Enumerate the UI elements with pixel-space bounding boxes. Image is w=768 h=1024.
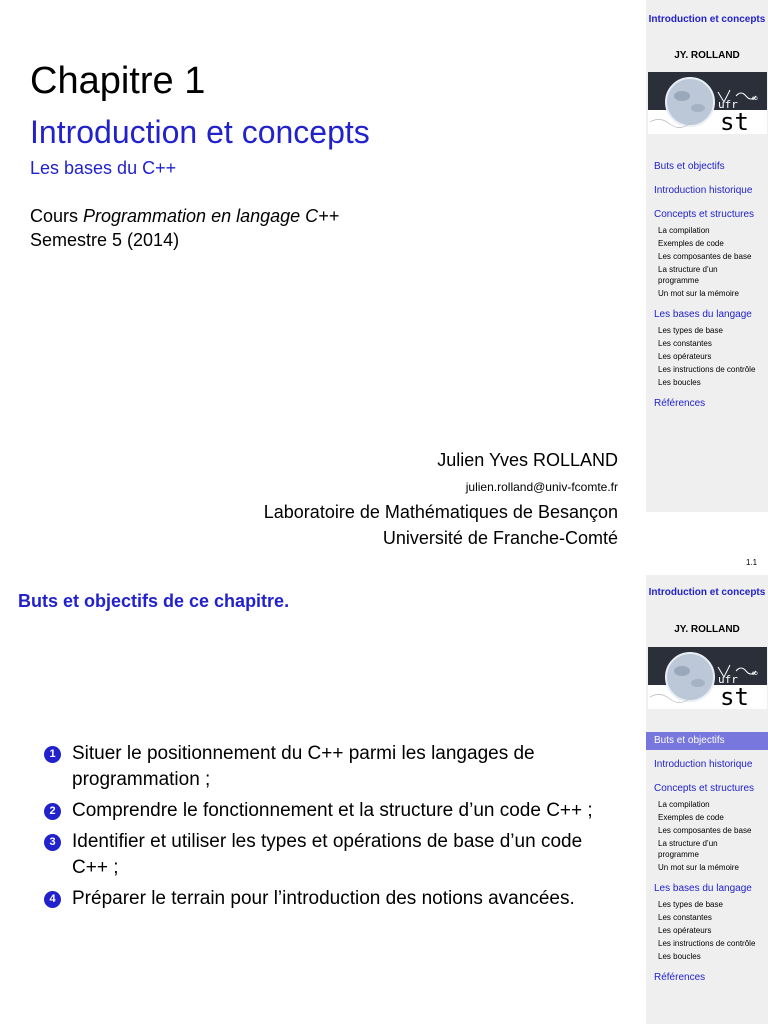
author-name: Julien Yves ROLLAND [437, 450, 618, 470]
sidebar-nav [646, 732, 768, 987]
goal-text: Comprendre le fonctionnement et la structure d’un code C++ ; [72, 800, 593, 821]
objectives-slide [0, 575, 768, 1024]
list-item [44, 886, 604, 912]
nav-sub-compilation[interactable]: La compilation [658, 800, 710, 809]
page-number: 1.1 [746, 558, 758, 567]
svg-text:∞: ∞ [751, 94, 759, 104]
nav-sub-structure[interactable]: La structure d’un programme [658, 265, 718, 285]
author-email[interactable]: julien.rolland@univ-fcomte.fr [465, 480, 618, 494]
nav-sub-boucles[interactable]: Les boucles [658, 378, 701, 387]
sidebar-author: JY. ROLLAND [674, 624, 740, 635]
nav-sub-structure[interactable]: La structure d’un programme [658, 839, 718, 859]
ufr-st-logo [648, 647, 767, 709]
nav-sub-memoire[interactable]: Un mot sur la mémoire [658, 863, 739, 872]
frame-title: Buts et objectifs de ce chapitre. [18, 591, 290, 611]
goal-text: Identifier et utiliser les types et opérations de base d’un code C++ ; [72, 831, 583, 878]
nav-concepts-structures[interactable]: Concepts et structures [654, 209, 755, 220]
nav-sub-composantes[interactable]: Les composantes de base [658, 826, 752, 835]
chapter-title: Chapitre 1 [30, 60, 206, 102]
course-info [30, 204, 339, 252]
slide-main [0, 575, 646, 1024]
nav-sub-exemples[interactable]: Exemples de code [658, 239, 724, 248]
nav-sub-compilation[interactable]: La compilation [658, 226, 710, 235]
nav-concepts-structures[interactable]: Concepts et structures [654, 783, 755, 794]
author-lab: Laboratoire de Mathématiques de Besançon [263, 502, 618, 522]
number-bullet-icon: 4 [44, 891, 61, 908]
sidebar-title: Introduction et concepts [648, 14, 766, 25]
svg-text:ufr: ufr [718, 673, 738, 686]
number-bullet-icon: 1 [44, 746, 61, 763]
list-item [44, 829, 604, 881]
svg-text:st: st [720, 108, 749, 136]
svg-text:∞: ∞ [751, 669, 759, 679]
nav-sub-memoire[interactable]: Un mot sur la mémoire [658, 289, 739, 298]
nav-sub-composantes[interactable]: Les composantes de base [658, 252, 752, 261]
author-university: Université de Franche-Comté [382, 528, 618, 548]
list-item [44, 798, 604, 824]
nav-buts-objectifs[interactable]: Buts et objectifs [654, 161, 725, 172]
nav-references[interactable]: Références [654, 398, 706, 409]
nav-sub-instructions[interactable]: Les instructions de contrôle [658, 939, 756, 948]
course-name: Programmation en langage C++ [83, 206, 340, 226]
nav-sub-operateurs[interactable]: Les opérateurs [658, 352, 712, 361]
nav-introduction-historique[interactable]: Introduction historique [654, 759, 753, 770]
nav-sub-constantes[interactable]: Les constantes [658, 913, 712, 922]
nav-sub-types[interactable]: Les types de base [658, 326, 723, 335]
chapter-subtitle: Introduction et concepts [30, 114, 370, 150]
sidebar-author: JY. ROLLAND [674, 50, 740, 61]
svg-text:ufr: ufr [718, 98, 738, 111]
chapter-subheading: Les bases du C++ [30, 158, 177, 178]
nav-sub-instructions[interactable]: Les instructions de contrôle [658, 365, 756, 374]
semester: Semestre 5 (2014) [30, 230, 180, 250]
list-item [44, 741, 604, 793]
number-bullet-icon: 2 [44, 803, 61, 820]
ufr-st-logo [648, 72, 767, 134]
nav-sub-constantes[interactable]: Les constantes [658, 339, 712, 348]
course-prefix: Cours [30, 206, 84, 226]
nav-bases-langage[interactable]: Les bases du langage [654, 883, 752, 894]
goal-text: Situer le positionnement du C++ parmi les langages de programmation ; [72, 743, 535, 790]
nav-sub-exemples[interactable]: Exemples de code [658, 813, 724, 822]
goals-list [44, 741, 604, 917]
nav-sub-types[interactable]: Les types de base [658, 900, 723, 909]
sidebar [646, 0, 768, 512]
nav-bases-langage[interactable]: Les bases du langage [654, 309, 752, 320]
svg-text:st: st [720, 683, 749, 711]
nav-references[interactable]: Références [654, 972, 706, 983]
nav-sub-boucles[interactable]: Les boucles [658, 952, 701, 961]
slide-main [0, 0, 646, 548]
goal-text: Préparer le terrain pour l’introduction des notions avancées. [72, 888, 575, 909]
nav-sub-operateurs[interactable]: Les opérateurs [658, 926, 712, 935]
sidebar [646, 575, 768, 1024]
nav-introduction-historique[interactable]: Introduction historique [654, 185, 753, 196]
number-bullet-icon: 3 [44, 834, 61, 851]
sidebar-title: Introduction et concepts [648, 587, 766, 598]
nav-buts-objectifs[interactable]: Buts et objectifs [646, 732, 768, 750]
sidebar-nav [646, 158, 768, 413]
